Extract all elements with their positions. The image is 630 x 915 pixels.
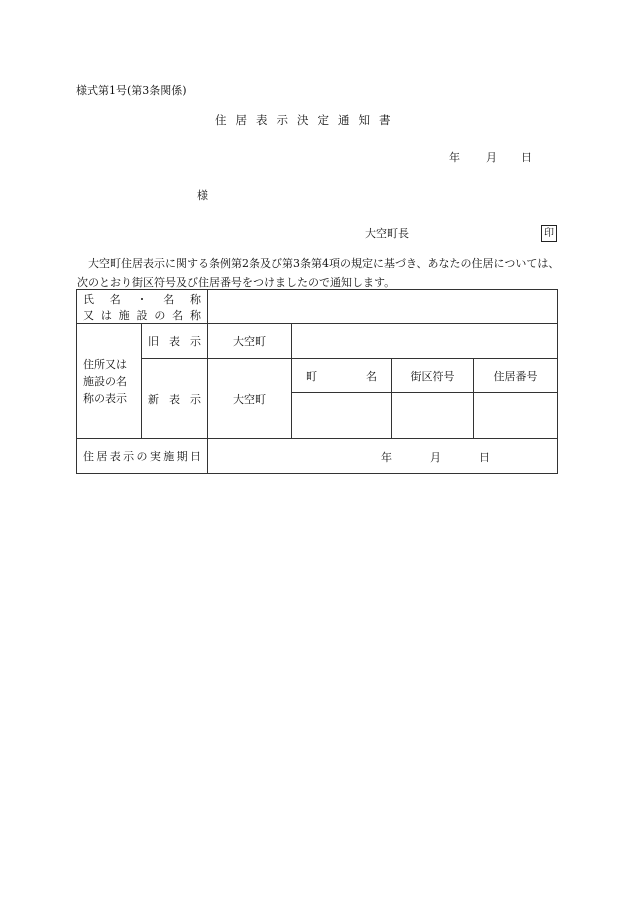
house-number-header: 住居番号	[474, 359, 558, 393]
impl-day-label: 日	[479, 451, 490, 464]
block-code-value	[392, 393, 474, 439]
town-name-header	[292, 359, 392, 393]
block-code-header: 街区符号	[392, 359, 474, 393]
new-display-label: 新 表 示	[148, 392, 201, 406]
name-value-cell	[208, 290, 558, 324]
implementation-date-label-cell	[77, 439, 208, 474]
address-label: 住所又は 施設の名 称の表示	[83, 357, 127, 405]
impl-year-label: 年	[381, 451, 392, 464]
old-display-label: 旧 表 示	[148, 335, 201, 348]
implementation-date-value-cell	[208, 439, 558, 474]
implementation-date-label: 住 居 表 示 の 実 施 期 日	[83, 450, 201, 463]
form-number: 様式第1号(第3条関係)	[76, 84, 187, 97]
new-town-value: 大空町	[208, 359, 292, 439]
new-address-header-row	[77, 359, 558, 393]
implementation-date-row	[77, 439, 558, 474]
notice-table	[76, 289, 558, 474]
name-label-line1: 氏 名 ・ 名 称	[83, 292, 201, 306]
name-label-cell	[77, 290, 208, 324]
notice-body-text: 大空町住居表示に関する条例第2条及び第3条第4項の規定に基づき、あなたの住居については、次のとおり街区符号及び住居番号をつけましたので通知します。	[77, 257, 560, 289]
name-row	[77, 290, 558, 324]
date-year-label: 年	[449, 151, 460, 164]
town-name-value	[292, 393, 392, 439]
impl-month-label: 月	[430, 451, 441, 464]
house-number-value	[474, 393, 558, 439]
old-display-label-cell	[142, 324, 208, 359]
name-label-line2: 又 は 施 設 の 名 称	[83, 308, 201, 322]
document-title: 住居表示決定通知書	[215, 113, 400, 127]
old-address-value-cell	[292, 324, 558, 359]
old-town-value: 大空町	[208, 324, 292, 359]
seal-stamp-box: 印	[541, 225, 557, 242]
sender-title: 大空町長	[365, 227, 409, 240]
addressee-honorific: 様	[197, 189, 208, 202]
date-month-label: 月	[486, 151, 497, 164]
address-label-cell	[77, 324, 142, 439]
date-day-label: 日	[521, 151, 532, 164]
new-display-label-cell	[142, 359, 208, 439]
old-address-row	[77, 324, 558, 359]
town-name-header-text: 町 名	[306, 369, 377, 383]
